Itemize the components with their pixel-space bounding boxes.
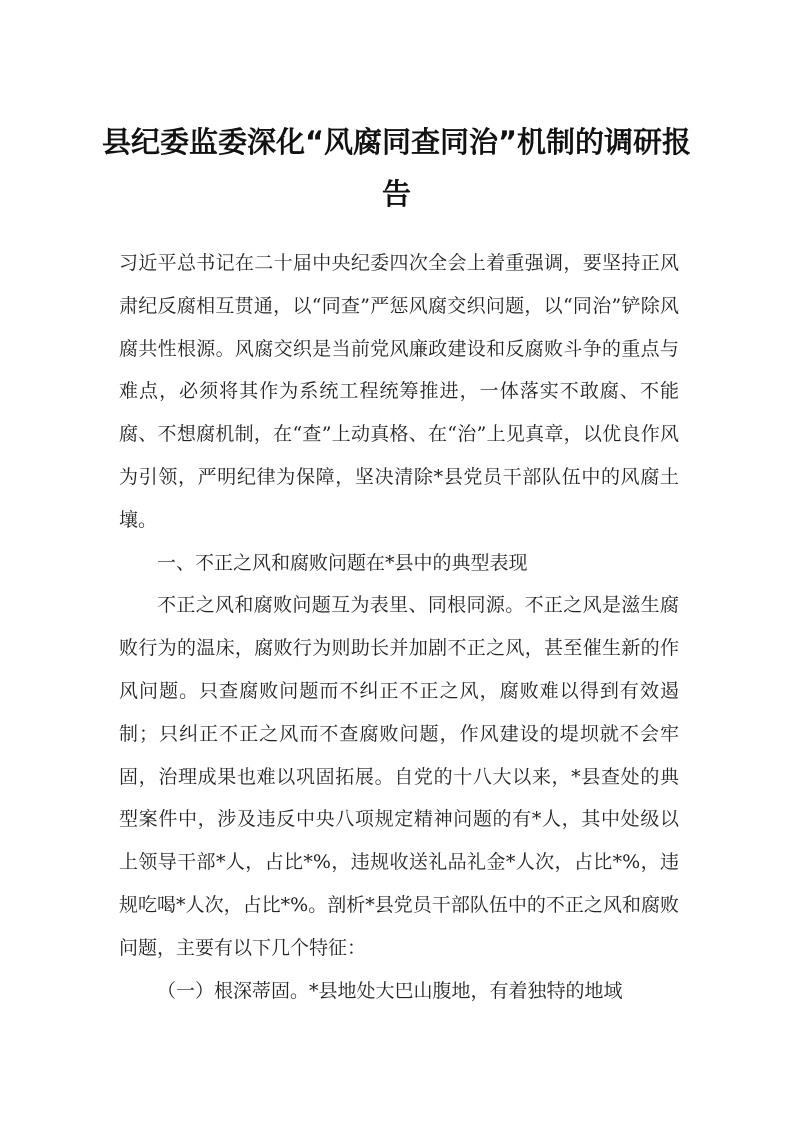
document-title: 县纪委监委深化“风腐同查同治”机制的调研报告: [101, 125, 692, 211]
document-body: [119, 242, 679, 1012]
section-heading: 一、不正之风和腐败问题在*县中的典型表现: [157, 551, 528, 574]
subsection-heading: （一）根深蒂固。*县地处大巴山腹地，有着独特的地域: [157, 979, 623, 1002]
body-paragraph: 不正之风和腐败问题互为表里、同根同源。不正之风是滋生腐败行为的温床，腐败行为则助长并加剧不正之风，甚至催生新的作风问题。只查腐败问题而不纠正不正之风，腐败难以得到有效遏制；只纠正不正之风而不查腐败问题，作风建设的堤坝就不会牢固，治理成果也难以巩固拓展。自党的十八大以来，*县查处的典型案件中，涉及违反中央八项规定精神问题的有*人，其中处级以上领导干部*人，占比*%，违规收送礼品礼金*人次，占比*%，违规吃喝*人次，占比*%。剖析*县党员干部队伍中的不正之风和腐败问题，主要有以下几个特征：: [119, 594, 679, 959]
intro-paragraph: 习近平总书记在二十届中央纪委四次全会上着重强调，要坚持正风肃纪反腐相互贯通，以“同查”严惩风腐交织问题，以“同治”铲除风腐共性根源。风腐交织是当前党风廉政建设和反腐败斗争的重点与难点，必须将其作为系统工程统筹推进，一体落实不敢腐、不能腐、不想腐机制，在“查”上动真格、在“治”上见真章，以优良作风为引领，严明纪律为保障，坚决清除*县党员干部队伍中的风腐土壤。: [119, 252, 679, 531]
